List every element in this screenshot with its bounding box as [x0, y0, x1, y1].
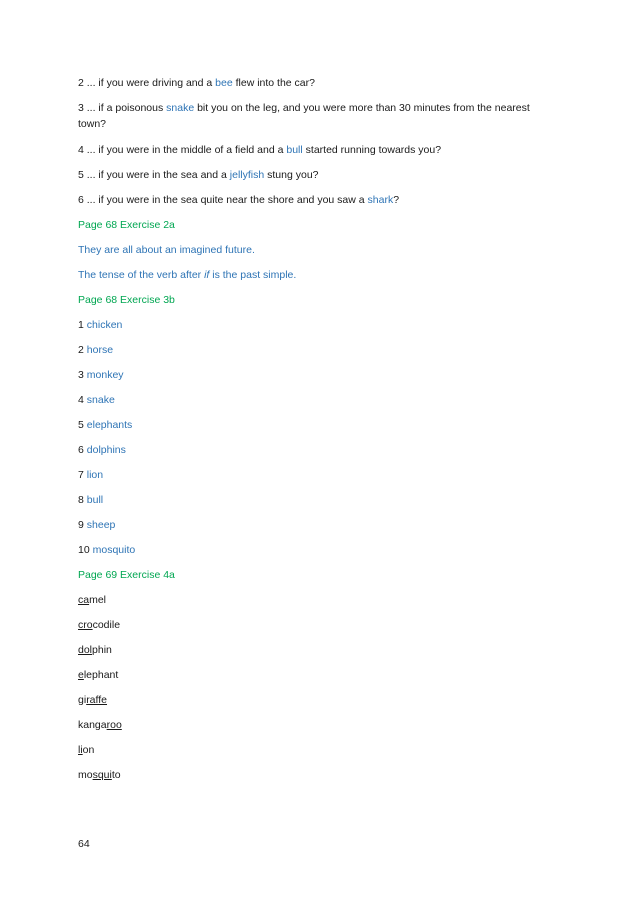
stress-word: [78, 592, 558, 608]
question-5: [78, 167, 558, 183]
list-item: [78, 417, 558, 433]
question-text: 3 ... if a poisonous: [78, 102, 167, 114]
item-number: 5: [78, 419, 84, 431]
question-keyword: jellyfish: [229, 169, 265, 181]
question-text: 5 ... if you were in the sea and a: [78, 169, 230, 181]
word-part: phin: [92, 644, 112, 656]
item-word: snake: [86, 394, 115, 406]
list-item: [78, 392, 558, 408]
stress-word: [78, 642, 558, 658]
item-number: 2: [78, 344, 84, 356]
question-6: [78, 192, 558, 208]
question-text: started running towards you?: [302, 144, 442, 156]
item-word: monkey: [86, 369, 124, 381]
word-part: mo: [78, 769, 93, 781]
item-number: 1: [78, 319, 84, 331]
stressed-syllable: e: [78, 669, 84, 681]
answer-text: The tense of the verb after: [78, 269, 205, 281]
question-text: bit you on the leg, and you were more than 30 minutes from the nearest town?: [78, 102, 530, 130]
item-word: mosquito: [92, 544, 136, 556]
question-keyword: bull: [286, 144, 303, 156]
list-item: [78, 542, 558, 558]
stressed-syllable: cro: [78, 619, 93, 631]
answer-text: is the past simple.: [209, 269, 297, 281]
question-2: [78, 75, 558, 91]
word-part: codile: [92, 619, 121, 631]
question-text: 4 ... if you were in the middle of a field and a: [78, 144, 287, 156]
word-part: lephant: [83, 669, 119, 681]
item-word: dolphins: [86, 444, 126, 456]
exercise-2a-heading: Page 68 Exercise 2a: [78, 219, 175, 231]
list-item: [78, 442, 558, 458]
item-number: 9: [78, 519, 84, 531]
stressed-syllable: ca: [78, 594, 90, 606]
question-text: 6 ... if you were in the sea quite near the shore and you saw a: [78, 194, 368, 206]
word-part: gi: [78, 694, 87, 706]
stress-word: [78, 667, 558, 683]
list-item: [78, 342, 558, 358]
word-part: to: [111, 769, 121, 781]
list-item: [78, 367, 558, 383]
question-keyword: bee: [215, 77, 233, 89]
item-word: horse: [86, 344, 114, 356]
stress-word: [78, 767, 558, 783]
exercise-2a-answer-2: [78, 267, 558, 283]
stress-word: [78, 617, 558, 633]
word-part: kanga: [78, 719, 107, 731]
stressed-syllable: roo: [106, 719, 122, 731]
list-item: [78, 492, 558, 508]
question-text: ?: [393, 194, 400, 206]
item-word: lion: [86, 469, 104, 481]
item-number: 6: [78, 444, 84, 456]
word-part: mel: [89, 594, 107, 606]
item-number: 3: [78, 369, 84, 381]
item-word: elephants: [86, 419, 133, 431]
question-text: flew into the car?: [232, 77, 315, 89]
question-3: [78, 100, 558, 132]
question-4: [78, 142, 558, 158]
exercise-2a-answer-1: They are all about an imagined future.: [78, 244, 255, 256]
item-number: 8: [78, 494, 84, 506]
question-keyword: snake: [166, 102, 195, 114]
item-word: bull: [86, 494, 104, 506]
item-word: sheep: [86, 519, 116, 531]
word-part: on: [82, 744, 95, 756]
question-text: 2 ... if you were driving and a: [78, 77, 216, 89]
item-number: 4: [78, 394, 84, 406]
question-text: stung you?: [264, 169, 319, 181]
stressed-syllable: li: [78, 744, 83, 756]
stress-word: [78, 742, 558, 758]
exercise-3b-heading: Page 68 Exercise 3b: [78, 294, 175, 306]
list-item: [78, 467, 558, 483]
question-keyword: shark: [367, 194, 394, 206]
item-number: 10: [78, 544, 90, 556]
page-number: 64: [78, 838, 90, 850]
stress-word: [78, 692, 558, 708]
stressed-syllable: raffe: [86, 694, 108, 706]
list-item: [78, 317, 558, 333]
list-item: [78, 517, 558, 533]
answer-italic: if: [204, 269, 210, 281]
stressed-syllable: dol: [78, 644, 93, 656]
stress-word: [78, 717, 558, 733]
item-word: chicken: [86, 319, 123, 331]
stressed-syllable: squi: [92, 769, 112, 781]
item-number: 7: [78, 469, 84, 481]
exercise-4a-heading: Page 69 Exercise 4a: [78, 569, 175, 581]
